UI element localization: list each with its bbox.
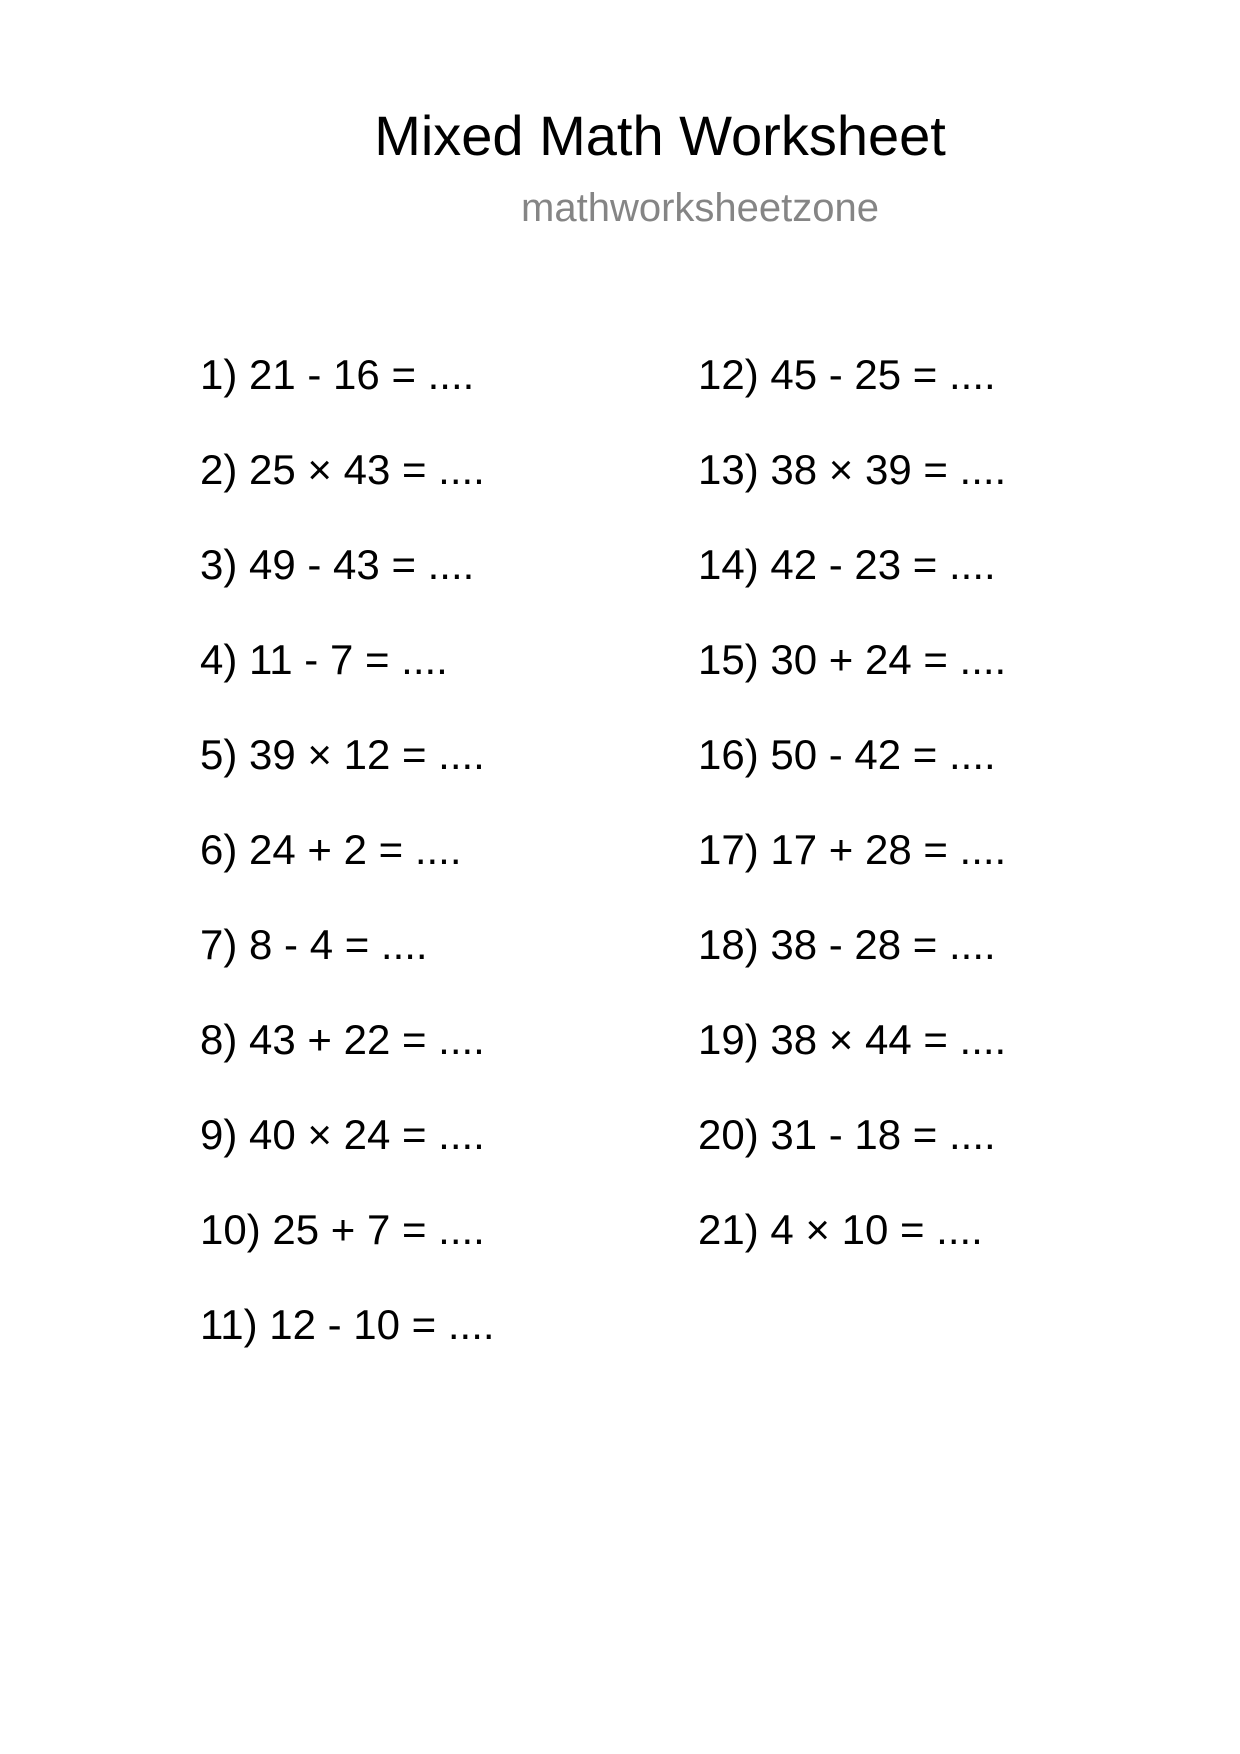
problem-item: 3) 49 - 43 = ....: [200, 541, 475, 588]
problem-item: 15) 30 + 24 = ....: [698, 636, 1007, 683]
problem-item: 20) 31 - 18 = ....: [698, 1111, 996, 1158]
problem-item: 14) 42 - 23 = ....: [698, 541, 996, 588]
problem-item: 6) 24 + 2 = ....: [200, 826, 462, 873]
problem-item: 8) 43 + 22 = ....: [200, 1016, 485, 1063]
problem-item: 9) 40 × 24 = ....: [200, 1111, 485, 1158]
problem-list-right: [698, 345, 1006, 1295]
problem-item: 16) 50 - 42 = ....: [698, 731, 996, 778]
problem-list-left: [200, 345, 495, 1390]
problem-item: 21) 4 × 10 = ....: [698, 1206, 983, 1253]
problem-item: 1) 21 - 16 = ....: [200, 351, 475, 398]
problem-item: 12) 45 - 25 = ....: [698, 351, 996, 398]
worksheet-title: Mixed Math Worksheet: [374, 104, 946, 167]
problem-item: 11) 12 - 10 = ....: [200, 1301, 495, 1348]
problem-item: 18) 38 - 28 = ....: [698, 921, 996, 968]
problem-item: 13) 38 × 39 = ....: [698, 446, 1007, 493]
problem-item: 17) 17 + 28 = ....: [698, 826, 1007, 873]
problem-item: 2) 25 × 43 = ....: [200, 446, 485, 493]
problem-item: 10) 25 + 7 = ....: [200, 1206, 485, 1253]
worksheet-subtitle: mathworksheetzone: [521, 186, 879, 230]
problem-item: 19) 38 × 44 = ....: [698, 1016, 1007, 1063]
problem-item: 7) 8 - 4 = ....: [200, 921, 428, 968]
problem-item: 5) 39 × 12 = ....: [200, 731, 485, 778]
problem-item: 4) 11 - 7 = ....: [200, 636, 448, 683]
